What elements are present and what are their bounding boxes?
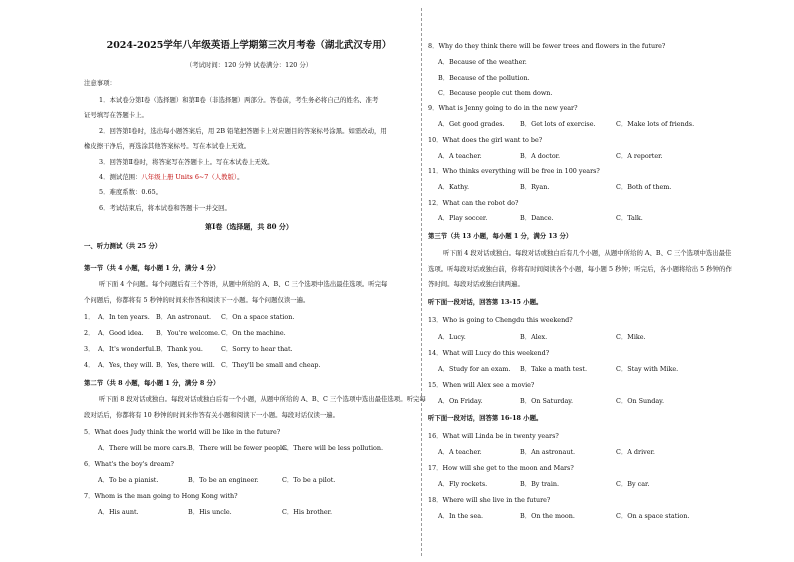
question-7: 7．Whom is the man going to Hong Kong with? bbox=[84, 492, 238, 500]
option-b: B．Thank you. bbox=[156, 345, 203, 353]
q15-option-b: B．On Saturday. bbox=[520, 397, 574, 405]
q17-option-b: B．By train. bbox=[520, 480, 560, 488]
q13-option-a: A．Lucy. bbox=[438, 333, 466, 341]
q8-option-b: B．Because of the pollution. bbox=[438, 74, 530, 82]
q18-option-b: B．On the moon. bbox=[520, 512, 575, 520]
question-18: 18．Where will she live in the future? bbox=[428, 496, 551, 504]
q10-option-c: C．A reporter. bbox=[616, 152, 663, 160]
option-c: C．On a space station. bbox=[221, 313, 295, 321]
question-16: 16．What will Linda be in twenty years? bbox=[428, 432, 559, 440]
test-scope: 八年级上册 Units 6~7（人教版） bbox=[141, 173, 238, 181]
question-9: 9．What is Jenny going to do in the new year? bbox=[428, 104, 578, 112]
section1-instr-2: 个问题后，你都将有 5 秒钟的时间来作答和阅读下一小题。每个问题仅读一遍。 bbox=[84, 296, 310, 304]
section3-instr-1: 听下面 4 段对话或独白。每段对话或独白后有几个小题，从题中所给的 A、B、C 三个选项中选出最佳 bbox=[443, 249, 732, 257]
q15-option-c: C．On Sunday. bbox=[616, 397, 664, 405]
q11-option-a: A．Kathy. bbox=[438, 183, 470, 191]
q12-option-b: B．Dance. bbox=[520, 214, 554, 222]
q5-option-b: B．There will be fewer people. bbox=[188, 444, 288, 452]
q12-option-a: A．Play soccer. bbox=[438, 214, 488, 222]
q17-option-a: A．Fly rockets. bbox=[438, 480, 488, 488]
q18-option-c: C．On a space station. bbox=[616, 512, 690, 520]
question-number: 2． bbox=[84, 329, 95, 337]
q16-option-c: C．A driver. bbox=[616, 448, 655, 456]
note-1b: 证号填写在答题卡上。 bbox=[84, 111, 148, 119]
option-a: A．Good idea. bbox=[98, 329, 144, 337]
q5-option-a: A．There will be more cars. bbox=[98, 444, 189, 452]
question-number: 4． bbox=[84, 361, 95, 369]
q10-option-a: A．A teacher. bbox=[438, 152, 482, 160]
column-divider bbox=[421, 8, 422, 556]
notes-heading: 注意事项： bbox=[84, 79, 116, 87]
question-17: 17．How will she get to the moon and Mars? bbox=[428, 464, 574, 472]
question-number: 3． bbox=[84, 345, 95, 353]
q9-option-b: B．Get lots of exercise. bbox=[520, 120, 596, 128]
note-4-prefix: 4．测试范围： bbox=[99, 173, 142, 181]
note-6: 6．考试结束后，将本试卷和答题卡一并交回。 bbox=[99, 204, 231, 212]
listening-section-title: 一、听力测试（共 25 分） bbox=[84, 242, 162, 250]
section2-instr-2: 段对话后，你都将有 10 秒钟的时间来作答有关小题和阅读下一小题。每段对话仅读一遍。 bbox=[84, 411, 340, 419]
part1-title: 第Ⅰ卷（选择题，共 80 分） bbox=[205, 222, 293, 231]
question-11: 11．Who thinks everything will be free in 100 years? bbox=[428, 167, 600, 175]
page-title: 2024-2025学年八年级英语上学期第三次月考卷（湖北武汉专用） bbox=[106, 40, 392, 51]
q6-option-a: A．To be a pianist. bbox=[98, 476, 159, 484]
q10-option-b: B．A doctor. bbox=[520, 152, 561, 160]
option-b: B．An astronaut. bbox=[156, 313, 212, 321]
question-10: 10．What does the girl want to be? bbox=[428, 136, 543, 144]
note-2a: 2．回答第Ⅰ卷时，选出每小题答案后，用 2B 铅笔把答题卡上对应题目的答案标号涂黑。如需改动，用 bbox=[99, 127, 387, 135]
q9-option-a: A．Get good grades. bbox=[438, 120, 505, 128]
q6-option-b: B．To be an engineer. bbox=[188, 476, 259, 484]
q13-option-b: B．Alex. bbox=[520, 333, 548, 341]
q7-option-a: A．His aunt. bbox=[98, 508, 139, 516]
q18-option-a: A．In the sea. bbox=[438, 512, 484, 520]
q8-option-c: C．Because people cut them down. bbox=[438, 89, 553, 97]
q16-option-a: A．A teacher. bbox=[438, 448, 482, 456]
q17-option-c: C．By car. bbox=[616, 480, 650, 488]
q6-option-c: C．To be a pilot. bbox=[282, 476, 336, 484]
question-12: 12．What can the robot do? bbox=[428, 199, 519, 207]
section1-title: 第一节（共 4 小题，每小题 1 分，满分 4 分） bbox=[84, 264, 220, 272]
option-a: A．In ten years. bbox=[98, 313, 150, 321]
q13-option-c: C．Mike. bbox=[616, 333, 646, 341]
question-8: 8．Why do they think there will be fewer trees and flowers in the future? bbox=[428, 42, 666, 50]
q5-option-c: C．There will be less pollution. bbox=[282, 444, 384, 452]
section1-instr-1: 听下面 4 个问题。每个问题后有三个答语，从题中所给的 A、B、C 三个选项中选出最佳选项。听完每 bbox=[99, 280, 388, 288]
section3-instr-2: 选项。听每段对话或独白前，你将有时间阅读各个小题，每小题 5 秒钟；听完后，各小题将给出 5 秒钟的作 bbox=[428, 265, 732, 273]
q7-option-c: C．His brother. bbox=[282, 508, 333, 516]
note-4-suffix: 。 bbox=[237, 173, 244, 181]
note-2b: 橡皮擦干净后，再选涂其他答案标号。写在本试卷上无效。 bbox=[84, 142, 251, 150]
q14-option-a: A．Study for an exam. bbox=[438, 365, 511, 373]
option-a: A．Yes, they will. bbox=[98, 361, 154, 369]
question-5: 5．What does Judy think the world will be like in the future? bbox=[84, 428, 281, 436]
section3-title: 第三节（共 13 小题，每小题 1 分，满分 13 分） bbox=[428, 232, 573, 240]
note-3: 3．回答第Ⅱ卷时，将答案写在答题卡上。写在本试卷上无效。 bbox=[99, 158, 274, 166]
note-4 bbox=[99, 173, 243, 181]
option-b: B．You're welcome. bbox=[156, 329, 220, 337]
question-14: 14．What will Lucy do this weekend? bbox=[428, 349, 550, 357]
q14-option-b: B．Take a math test. bbox=[520, 365, 588, 373]
q11-option-b: B．Ryan. bbox=[520, 183, 550, 191]
option-b: B．Yes, there will. bbox=[156, 361, 215, 369]
option-a: A．It's wonderful. bbox=[98, 345, 157, 353]
option-c: C．They'll be small and cheap. bbox=[221, 361, 321, 369]
group-13-15-heading: 听下面一段对话，回答第 13-15 小题。 bbox=[428, 298, 543, 306]
q7-option-b: B．His uncle. bbox=[188, 508, 232, 516]
question-15: 15．When will Alex see a movie? bbox=[428, 381, 535, 389]
q15-option-a: A．On Friday. bbox=[438, 397, 483, 405]
q12-option-c: C．Talk. bbox=[616, 214, 643, 222]
question-6: 6．What's the boy's dream? bbox=[84, 460, 174, 468]
exam-info: （考试时间：120 分钟 试卷满分：120 分） bbox=[185, 61, 313, 69]
q8-option-a: A．Because of the weather. bbox=[438, 58, 527, 66]
option-c: C．On the machine. bbox=[221, 329, 286, 337]
question-number: 1． bbox=[84, 313, 95, 321]
note-1a: 1．本试卷分第Ⅰ卷（选择题）和第Ⅱ卷（非选择题）两部分。答卷前，考生务必将自己的姓名、准考 bbox=[99, 96, 379, 104]
section2-instr-1: 听下面 8 段对话或独白。每段对话或独白后有一个小题，从题中所给的 A、B、C 三个选项中选出最佳选项。听完每 bbox=[99, 395, 426, 403]
note-5: 5．难度系数：0.65。 bbox=[99, 188, 163, 196]
section2-title: 第二节（共 8 小题，每小题 1 分，满分 8 分） bbox=[84, 379, 220, 387]
q16-option-b: B．An astronaut. bbox=[520, 448, 576, 456]
q9-option-c: C．Make lots of friends. bbox=[616, 120, 695, 128]
section3-instr-3: 答时间。每段对话或独白读两遍。 bbox=[428, 280, 524, 288]
question-13: 13．Who is going to Chengdu this weekend? bbox=[428, 316, 573, 324]
q11-option-c: C．Both of them. bbox=[616, 183, 672, 191]
q14-option-c: C．Stay with Mike. bbox=[616, 365, 679, 373]
group-16-18-heading: 听下面一段对话，回答第 16-18 小题。 bbox=[428, 414, 543, 422]
option-c: C．Sorry to hear that. bbox=[221, 345, 293, 353]
